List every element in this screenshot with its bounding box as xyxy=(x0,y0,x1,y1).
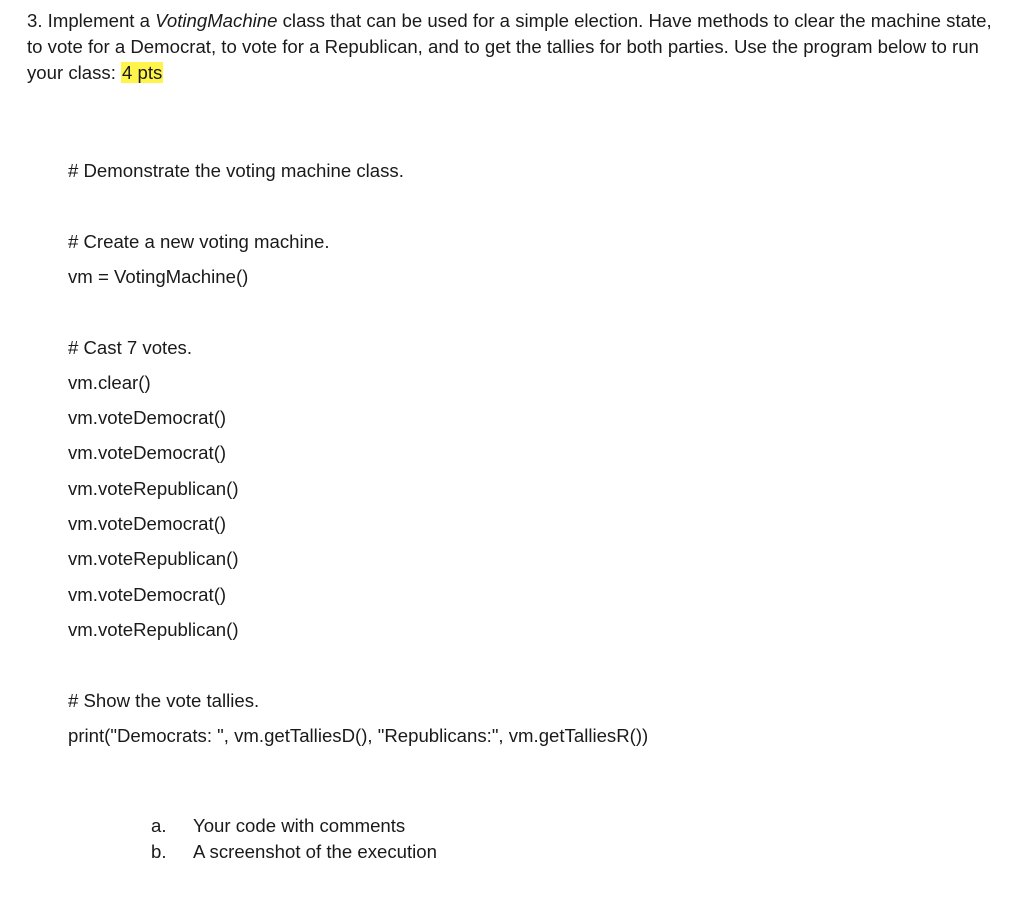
list-marker: a. xyxy=(151,815,167,836)
question-class-name: VotingMachine xyxy=(155,10,278,31)
list-marker: b. xyxy=(151,841,167,862)
question-text xyxy=(27,8,1012,86)
code-line-vote: vm.voteRepublican() xyxy=(68,548,239,569)
comment-demonstrate: # Demonstrate the voting machine class. xyxy=(68,160,404,181)
code-line-vote: vm.voteDemocrat() xyxy=(68,513,227,534)
code-line-vote: vm.clear() xyxy=(68,372,151,393)
comment-cast: # Cast 7 votes. xyxy=(68,337,193,358)
code-line-vote: vm.voteRepublican() xyxy=(68,478,239,499)
question-body: class that can be used for a simple election. Have methods to clear the machine state, to vote for a Democrat, to vote for a Republican, and to get the tallies for both parties. Use the program below to run your class: xyxy=(27,10,992,83)
code-line-vote: vm.voteDemocrat() xyxy=(68,584,227,605)
code-line-create: vm = VotingMachine() xyxy=(68,266,249,287)
code-line-vote: vm.voteDemocrat() xyxy=(68,442,227,463)
question-intro: 3. Implement a xyxy=(27,10,156,31)
code-line-vote: vm.voteDemocrat() xyxy=(68,407,227,428)
list-text: Your code with comments xyxy=(193,815,406,836)
list-text: A screenshot of the execution xyxy=(193,841,437,862)
comment-show: # Show the vote tallies. xyxy=(68,690,260,711)
code-line-print: print("Democrats: ", vm.getTalliesD(), "Republicans:", vm.getTalliesR()) xyxy=(68,725,649,746)
points-highlight: 4 pts xyxy=(122,62,163,83)
code-line-vote: vm.voteRepublican() xyxy=(68,619,239,640)
comment-create: # Create a new voting machine. xyxy=(68,231,330,252)
